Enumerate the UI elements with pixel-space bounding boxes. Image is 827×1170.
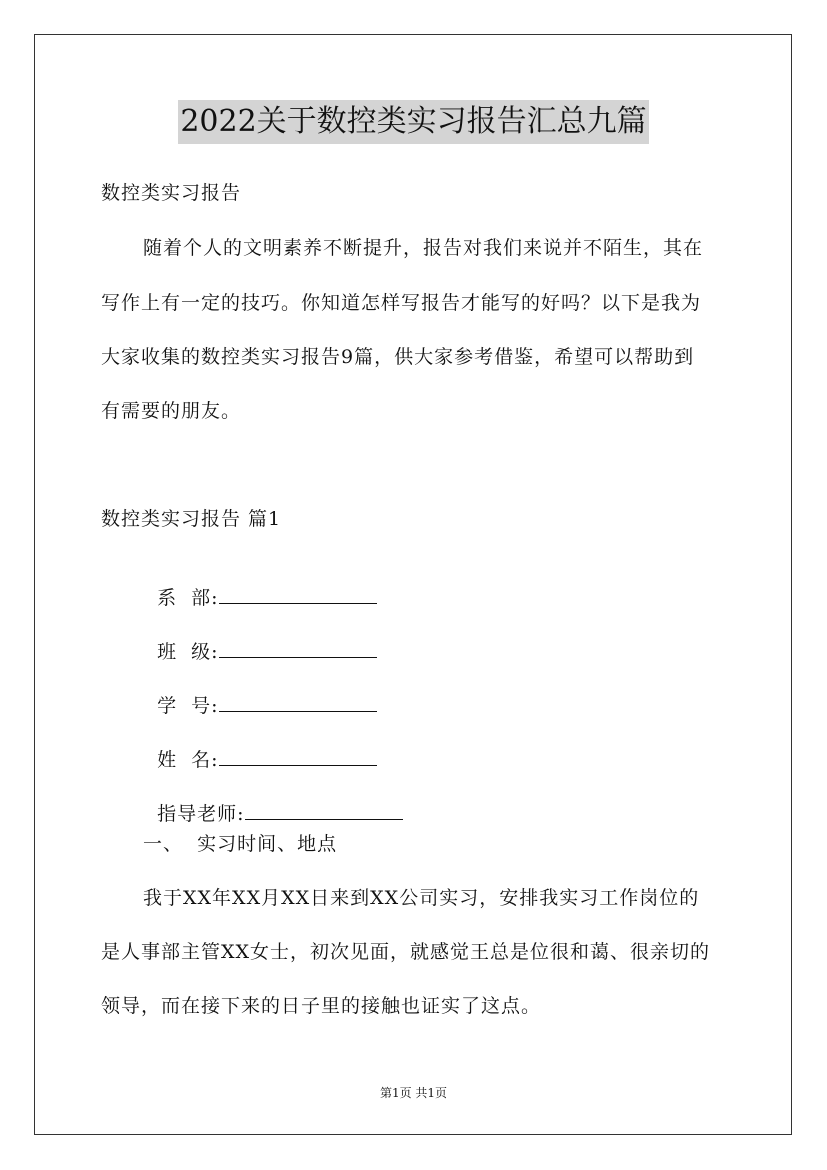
field-label: 班 级:	[157, 641, 219, 663]
field-advisor	[143, 778, 773, 826]
body-line-2: 是人事部主管XX女士，初次见面，就感觉王总是位很和蔼、很亲切的	[101, 941, 711, 963]
subtitle: 数控类实习报告	[101, 182, 242, 204]
title-container	[0, 100, 827, 144]
field-label: 姓 名:	[157, 749, 219, 771]
body-line-1: 我于XX年XX月XX日来到XX公司实习，安排我实习工作岗位的	[143, 887, 700, 909]
intro-line-1: 随着个人的文明素养不断提升，报告对我们来说并不陌生，其在	[143, 237, 704, 259]
page-footer: 第1页 共1页	[379, 1086, 448, 1100]
field-label: 系 部:	[157, 587, 219, 609]
section-heading: 数控类实习报告 篇1	[101, 508, 282, 530]
field-class	[143, 616, 773, 664]
field-label: 指导老师:	[157, 803, 245, 825]
field-name	[143, 724, 773, 772]
field-blank	[219, 748, 377, 766]
field-department	[143, 562, 773, 610]
intro-line-3: 大家收集的数控类实习报告9篇，供大家参考借鉴，希望可以帮助到	[101, 346, 695, 368]
part-heading: 一、 实习时间、地点	[143, 833, 338, 855]
document-title: 2022关于数控类实习报告汇总九篇	[178, 100, 648, 144]
intro-line-4: 有需要的朋友。	[101, 400, 242, 422]
body-line-3: 领导，而在接下来的日子里的接触也证实了这点。	[101, 995, 542, 1017]
field-blank	[219, 640, 377, 658]
intro-line-2: 写作上有一定的技巧。你知道怎样写报告才能写的好吗？以下是我为	[101, 292, 702, 314]
field-blank	[219, 586, 377, 604]
field-student-id	[143, 670, 773, 718]
field-blank	[245, 802, 403, 820]
field-label: 学 号:	[157, 695, 219, 717]
field-blank	[219, 694, 377, 712]
